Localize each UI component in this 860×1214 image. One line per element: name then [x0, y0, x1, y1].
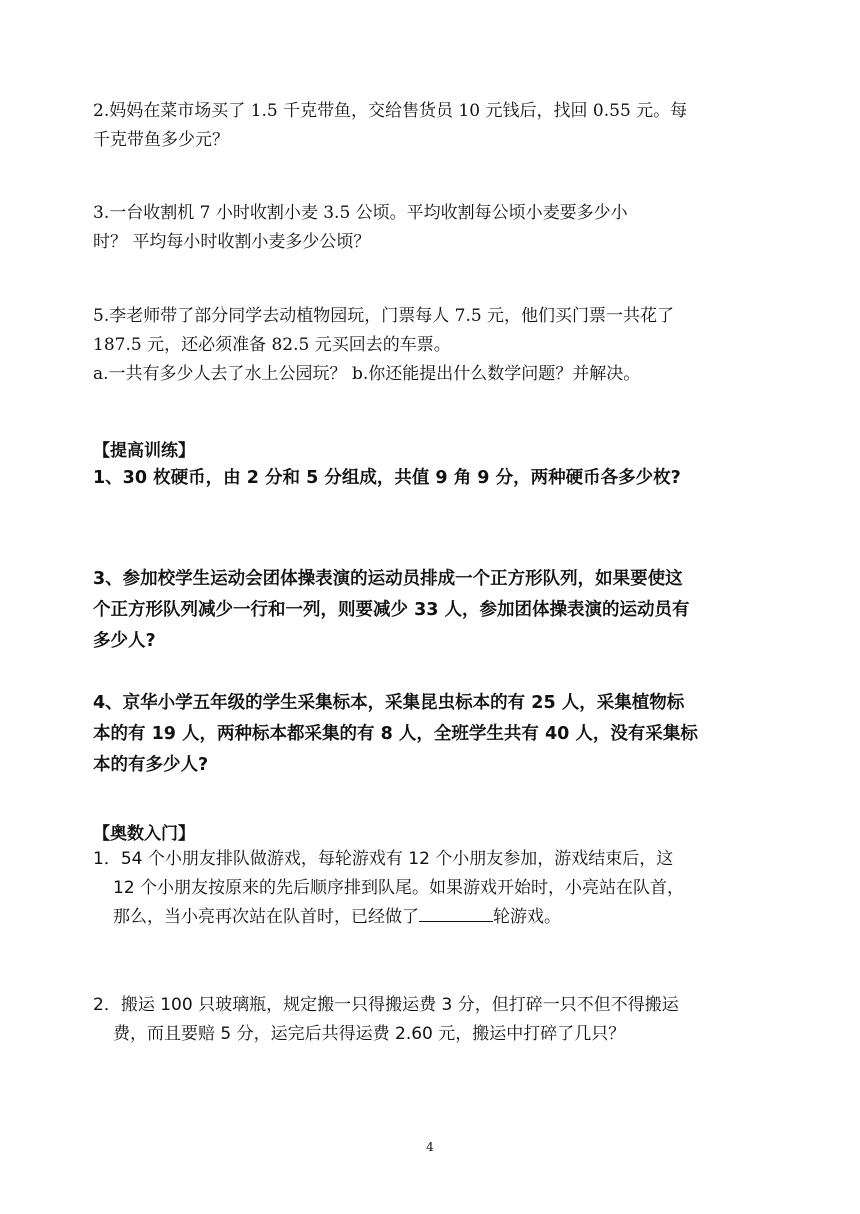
advanced-question-4-line-1: 4、京华小学五年级的学生采集标本，采集昆虫标本的有 25 人，采集植物标 — [93, 693, 685, 713]
olympiad-question-1-line-1: 1．54 个小朋友排队做游戏，每轮游戏有 12 个小朋友参加，游戏结束后，这 — [93, 849, 674, 869]
problem-3-line-1: 3.一台收割机 7 小时收割小麦 3.5 公顷。平均收割每公顷小麦要多少小 — [93, 203, 628, 223]
advanced-question-3-line-3: 多少人? — [93, 631, 156, 651]
olympiad-heading: 【奥数入门】 — [93, 824, 195, 844]
advanced-question-3 — [93, 564, 769, 657]
olympiad-question-2-line-2: 费，而且要赔 5 分，运完后共得运费 2.60 元，搬运中打碎了几只？ — [113, 1024, 626, 1044]
advanced-heading: 【提高训练】 — [93, 441, 195, 461]
answer-blank[interactable] — [419, 904, 493, 922]
problem-5-line-3: a.一共有多少人去了水上公园玩？ b.你还能提出什么数学问题？并解决。 — [93, 364, 641, 384]
problem-3-line-2: 时？ 平均每小时收割小麦多少公顷？ — [93, 232, 371, 252]
problem-2-line-2: 千克带鱼多少元？ — [93, 130, 229, 150]
advanced-question-4 — [93, 688, 769, 781]
advanced-question-3-line-1: 3、参加校学生运动会团体操表演的运动员排成一个正方形队列，如果要使这 — [93, 569, 683, 589]
olympiad-question-2-line-1: 2．搬运 100 只玻璃瓶，规定搬一只得搬运费 3 分，但打碎一只不但不得搬运 — [93, 995, 679, 1015]
problem-3 — [93, 199, 769, 257]
olympiad-question-1-text-before-blank: 那么，当小亮再次站在队首时，已经做了 — [113, 907, 419, 927]
olympiad-question-1 — [93, 845, 769, 932]
olympiad-question-2 — [93, 991, 769, 1049]
olympiad-question-1-text-after-blank: 轮游戏。 — [493, 907, 561, 927]
advanced-question-4-line-3: 本的有多少人? — [93, 755, 209, 775]
page-number: 4 — [426, 1140, 434, 1154]
problem-5-line-1: 5.李老师带了部分同学去动植物园玩，门票每人 7.5 元，他们买门票一共花了 — [93, 306, 675, 326]
problem-2-line-1: 2.妈妈在菜市场买了 1.5 千克带鱼，交给售货员 10 元钱后，找回 0.55 元。每 — [93, 101, 688, 121]
problem-5-line-2: 187.5 元，还必须准备 82.5 元买回去的车票。 — [93, 335, 451, 355]
problem-5 — [93, 302, 769, 389]
advanced-question-3-line-2: 个正方形队列减少一行和一列，则要减少 33 人，参加团体操表演的运动员有 — [93, 600, 690, 620]
olympiad-question-1-line-3 — [93, 903, 769, 932]
advanced-question-4-line-2: 本的有 19 人，两种标本都采集的有 8 人，全班学生共有 40 人，没有采集标 — [93, 724, 698, 744]
olympiad-question-1-line-2: 12 个小朋友按原来的先后顺序排到队尾。如果游戏开始时，小亮站在队首， — [113, 878, 685, 898]
problem-2 — [93, 97, 769, 155]
advanced-question-1: 1、30 枚硬币，由 2 分和 5 分组成，共值 9 角 9 分，两种硬币各多少枚? — [93, 468, 681, 488]
